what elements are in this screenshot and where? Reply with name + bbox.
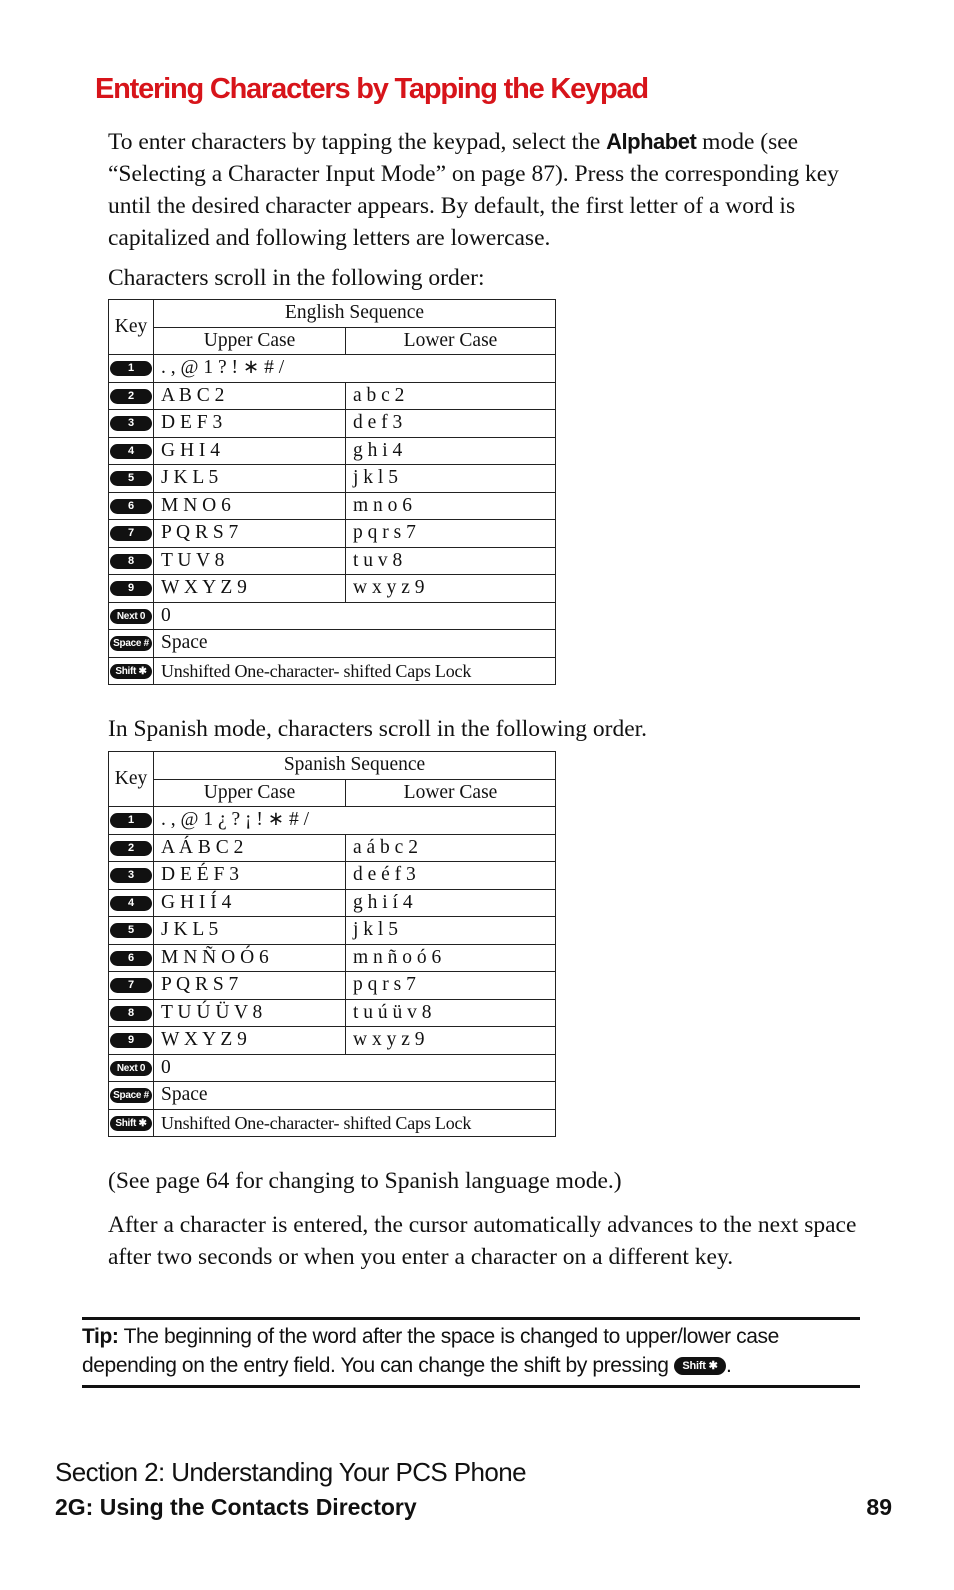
key-cell	[109, 834, 154, 862]
keypad-key-icon: 9	[110, 1033, 152, 1048]
upper-case-cell: A B C 2	[154, 382, 346, 410]
keypad-key-icon: 3	[110, 416, 152, 431]
table-row	[109, 657, 556, 685]
table-row	[109, 862, 556, 890]
lower-case-header: Lower Case	[346, 779, 556, 807]
key-cell	[109, 1054, 154, 1082]
key-cell	[109, 630, 154, 658]
spanish-mode-reference: (See page 64 for changing to Spanish language mode.)	[108, 1168, 622, 1194]
table-row	[109, 355, 556, 383]
lower-case-cell: g h i í 4	[346, 889, 556, 917]
lower-case-cell: p q r s 7	[346, 972, 556, 1000]
footer-chapter-title: 2G: Using the Contacts Directory	[55, 1494, 417, 1520]
lower-case-cell: t u v 8	[346, 547, 556, 575]
keypad-key-icon: Shift ✱	[110, 1116, 152, 1131]
key-cell	[109, 657, 154, 685]
tip-end: .	[725, 1354, 732, 1377]
lower-case-cell: p q r s 7	[346, 520, 556, 548]
keypad-key-icon: 6	[110, 499, 152, 514]
keypad-key-icon: 6	[110, 951, 152, 966]
lower-case-cell: m n o 6	[346, 492, 556, 520]
upper-case-cell: T U V 8	[154, 547, 346, 575]
scroll-order-text: Characters scroll in the following order:	[108, 265, 485, 291]
keypad-key-icon: Next 0	[110, 609, 152, 624]
key-cell	[109, 972, 154, 1000]
key-cell	[109, 999, 154, 1027]
lower-case-cell: w x y z 9	[346, 1027, 556, 1055]
keypad-key-icon: 3	[110, 868, 152, 883]
keypad-key-icon: 4	[110, 896, 152, 911]
table-row	[109, 972, 556, 1000]
upper-case-cell: M N O 6	[154, 492, 346, 520]
table-row	[109, 917, 556, 945]
table-header-row	[109, 752, 556, 780]
sequence-cell: Space	[154, 1082, 556, 1110]
upper-case-cell: D E F 3	[154, 410, 346, 438]
cursor-advance-paragraph: After a character is entered, the cursor automatically advances to the next space after two seconds or when you enter a character on a different key.	[108, 1212, 857, 1270]
keypad-key-icon: 5	[110, 471, 152, 486]
table-row	[109, 834, 556, 862]
key-cell	[109, 410, 154, 438]
table-row	[109, 944, 556, 972]
upper-case-header: Upper Case	[154, 779, 346, 807]
key-header: Key	[109, 300, 154, 355]
table-row	[109, 465, 556, 493]
keypad-key-icon: Space #	[110, 636, 152, 651]
table-subheader-row	[109, 779, 556, 807]
upper-case-cell: G H I 4	[154, 437, 346, 465]
page-heading: Entering Characters by Tapping the Keypad	[95, 73, 648, 105]
upper-case-cell: J K L 5	[154, 465, 346, 493]
lower-case-cell: g h i 4	[346, 437, 556, 465]
table-row	[109, 437, 556, 465]
keypad-key-icon: 2	[110, 389, 152, 404]
upper-case-cell: P Q R S 7	[154, 520, 346, 548]
lower-case-cell: d e é f 3	[346, 862, 556, 890]
keypad-key-icon: 8	[110, 1006, 152, 1021]
key-cell	[109, 465, 154, 493]
sequence-header: Spanish Sequence	[154, 752, 556, 780]
upper-case-cell: W X Y Z 9	[154, 1027, 346, 1055]
sequence-cell: 0	[154, 1054, 556, 1082]
keypad-key-icon: 8	[110, 554, 152, 569]
table-row	[109, 1027, 556, 1055]
keypad-key-icon: Space #	[110, 1088, 152, 1103]
keypad-key-icon: 5	[110, 923, 152, 938]
lower-case-cell: j k l 5	[346, 465, 556, 493]
tip-text: The beginning of the word after the space is changed to upper/lower case depending on the entry field. You can change the shift by pressing	[82, 1325, 779, 1377]
sequence-cell: . , @ 1 ? ! ∗ # /	[154, 355, 556, 383]
spanish-table-body	[109, 752, 556, 1137]
table-row	[109, 382, 556, 410]
key-cell	[109, 602, 154, 630]
sequence-cell: Space	[154, 630, 556, 658]
key-cell	[109, 807, 154, 835]
spanish-intro-text: In Spanish mode, characters scroll in the following order.	[108, 716, 648, 742]
sequence-cell: Unshifted One-character- shifted Caps Lock	[154, 1109, 556, 1137]
lower-case-cell: m n ñ o ó 6	[346, 944, 556, 972]
alphabet-mode-keyword: Alphabet	[606, 129, 697, 154]
table-row	[109, 807, 556, 835]
key-cell	[109, 520, 154, 548]
table-subheader-row	[109, 327, 556, 355]
lower-case-cell: w x y z 9	[346, 575, 556, 603]
page-number: 89	[866, 1494, 892, 1520]
table-row	[109, 1054, 556, 1082]
intro-text-before: To enter characters by tapping the keypad, select the	[108, 129, 607, 155]
lower-case-cell: j k l 5	[346, 917, 556, 945]
keypad-key-icon: Shift ✱	[110, 664, 152, 679]
table-row	[109, 547, 556, 575]
keypad-key-icon: 9	[110, 581, 152, 596]
lower-case-cell: d e f 3	[346, 410, 556, 438]
sequence-header: English Sequence	[154, 300, 556, 328]
sequence-cell: 0	[154, 602, 556, 630]
table-row	[109, 575, 556, 603]
upper-case-cell: P Q R S 7	[154, 972, 346, 1000]
key-cell	[109, 575, 154, 603]
key-cell	[109, 889, 154, 917]
upper-case-cell: M N Ñ O Ó 6	[154, 944, 346, 972]
keypad-key-icon: 4	[110, 444, 152, 459]
table-row	[109, 1109, 556, 1137]
upper-case-cell: A Á B C 2	[154, 834, 346, 862]
tip-box	[82, 1322, 862, 1380]
tip-bottom-rule	[82, 1385, 860, 1388]
key-cell	[109, 437, 154, 465]
spanish-sequence-table	[108, 751, 556, 1137]
keypad-key-icon: 1	[110, 813, 152, 828]
lower-case-cell: t u ú ü v 8	[346, 999, 556, 1027]
key-cell	[109, 355, 154, 383]
intro-text-after: mode (see “Selecting a Character Input Mode” on page 87). Press the corresponding key until the desired character appears. By default, the first letter of a word is capitalized and following letters are lowercase.	[108, 129, 839, 251]
table-row	[109, 492, 556, 520]
key-header: Key	[109, 752, 154, 807]
key-cell	[109, 917, 154, 945]
english-table-body	[109, 300, 556, 685]
keypad-key-icon: Next 0	[110, 1061, 152, 1076]
table-row	[109, 1082, 556, 1110]
sequence-cell: Unshifted One-character- shifted Caps Lock	[154, 657, 556, 685]
table-header-row	[109, 300, 556, 328]
key-cell	[109, 944, 154, 972]
upper-case-cell: W X Y Z 9	[154, 575, 346, 603]
upper-case-cell: D E É F 3	[154, 862, 346, 890]
tip-label: Tip:	[82, 1325, 119, 1348]
sequence-cell: . , @ 1 ¿ ? ¡ ! ∗ # /	[154, 807, 556, 835]
shift-key-icon: Shift ✱	[674, 1357, 726, 1375]
lower-case-cell: a á b c 2	[346, 834, 556, 862]
lower-case-header: Lower Case	[346, 327, 556, 355]
keypad-key-icon: 7	[110, 978, 152, 993]
key-cell	[109, 1082, 154, 1110]
table-row	[109, 630, 556, 658]
key-cell	[109, 1027, 154, 1055]
upper-case-cell: J K L 5	[154, 917, 346, 945]
key-cell	[109, 492, 154, 520]
table-row	[109, 999, 556, 1027]
upper-case-cell: G H I Í 4	[154, 889, 346, 917]
key-cell	[109, 382, 154, 410]
english-sequence-table	[108, 299, 556, 685]
keypad-key-icon: 7	[110, 526, 152, 541]
table-row	[109, 410, 556, 438]
tip-top-rule	[82, 1317, 860, 1320]
keypad-key-icon: 1	[110, 361, 152, 376]
upper-case-cell: T U Ú Ü V 8	[154, 999, 346, 1027]
table-row	[109, 520, 556, 548]
footer-section-title: Section 2: Understanding Your PCS Phone	[55, 1457, 526, 1487]
upper-case-header: Upper Case	[154, 327, 346, 355]
intro-paragraph	[108, 126, 868, 254]
keypad-key-icon: 2	[110, 841, 152, 856]
table-row	[109, 602, 556, 630]
lower-case-cell: a b c 2	[346, 382, 556, 410]
key-cell	[109, 1109, 154, 1137]
key-cell	[109, 862, 154, 890]
table-row	[109, 889, 556, 917]
key-cell	[109, 547, 154, 575]
